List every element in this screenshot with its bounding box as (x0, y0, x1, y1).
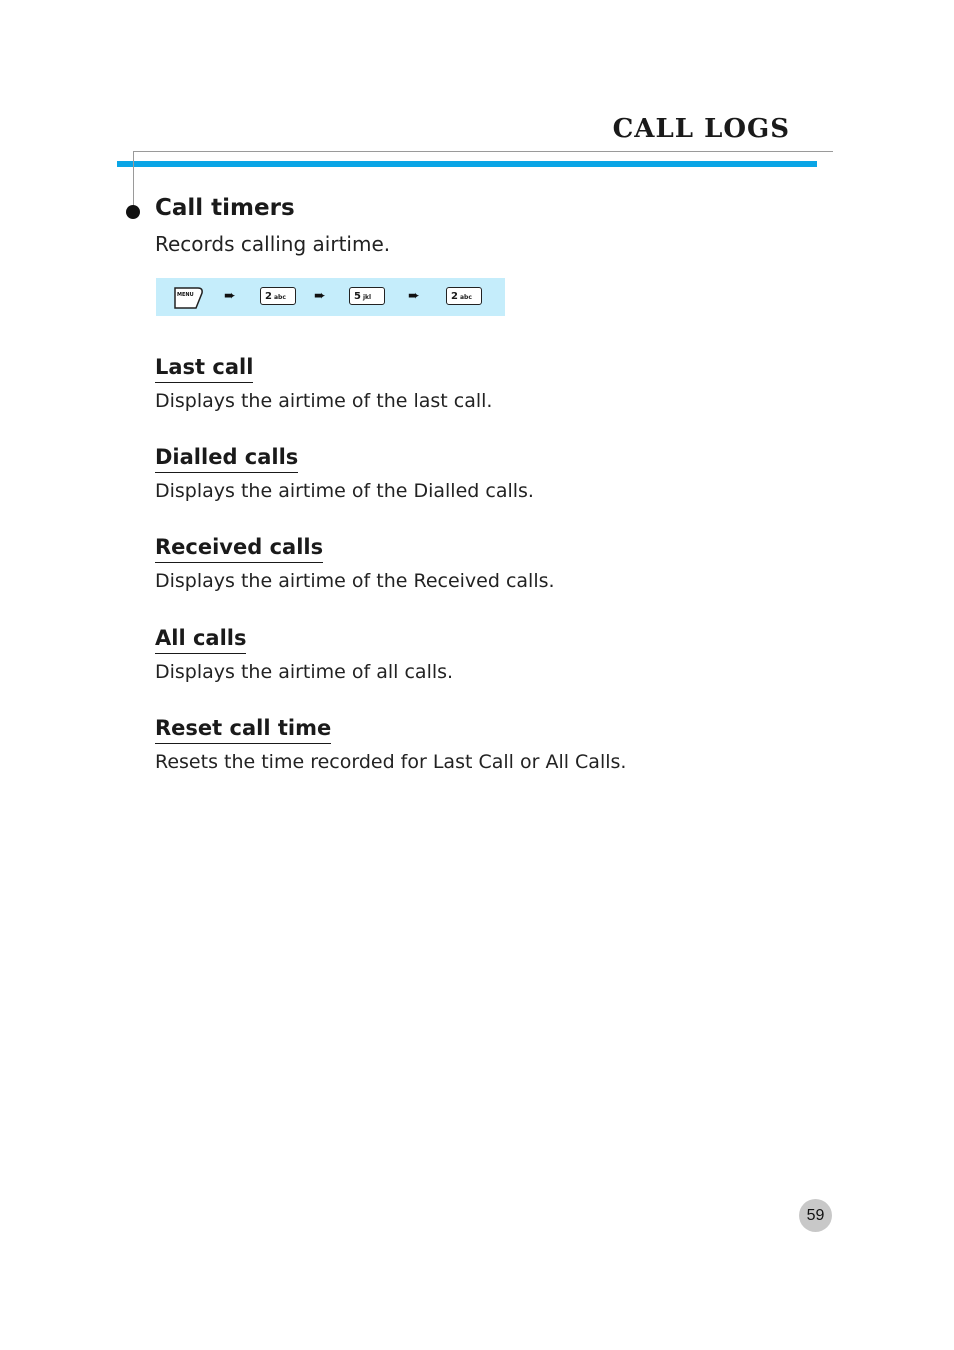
item-title: Dialled calls (155, 444, 298, 473)
item-title: Last call (155, 354, 253, 383)
menu-key-icon (172, 282, 206, 312)
header-thin-rule (133, 151, 833, 152)
key-2-abc (446, 287, 482, 305)
menu-key-label: MENU (177, 292, 194, 298)
item-dialled-calls (155, 444, 534, 504)
page-number: 59 (799, 1199, 832, 1232)
item-description: Displays the airtime of all calls. (155, 661, 454, 683)
item-title: Received calls (155, 534, 323, 563)
bullet-icon (126, 205, 140, 219)
arrow-icon: ➨ (224, 288, 236, 304)
item-description: Displays the airtime of the Received calls. (155, 570, 555, 592)
key-letters: abc (459, 294, 472, 301)
key-5-jkl (349, 287, 385, 305)
item-received-calls (155, 534, 555, 594)
key-sequence-bar (156, 278, 505, 316)
item-reset-call-time (155, 715, 626, 775)
item-last-call (155, 354, 492, 414)
key-number: 5 (354, 291, 361, 302)
key-2-abc (260, 287, 296, 305)
item-title: All calls (155, 625, 246, 654)
item-all-calls (155, 625, 453, 685)
page-title: CALL LOGS (612, 114, 790, 144)
item-description: Displays the airtime of the last call. (155, 390, 493, 412)
key-number: 2 (265, 291, 272, 302)
header-vertical-line (133, 151, 134, 211)
item-title: Reset call time (155, 715, 331, 744)
header-blue-rule (117, 161, 817, 167)
arrow-icon: ➨ (408, 288, 420, 304)
key-letters: abc (273, 294, 286, 301)
section-description: Records calling airtime. (155, 232, 391, 256)
section-title: Call timers (155, 195, 295, 221)
arrow-icon: ➨ (314, 288, 326, 304)
item-description: Resets the time recorded for Last Call or All Calls. (155, 751, 627, 773)
key-letters: jkl (362, 294, 372, 301)
key-number: 2 (451, 291, 458, 302)
item-description: Displays the airtime of the Dialled calls. (155, 480, 534, 502)
